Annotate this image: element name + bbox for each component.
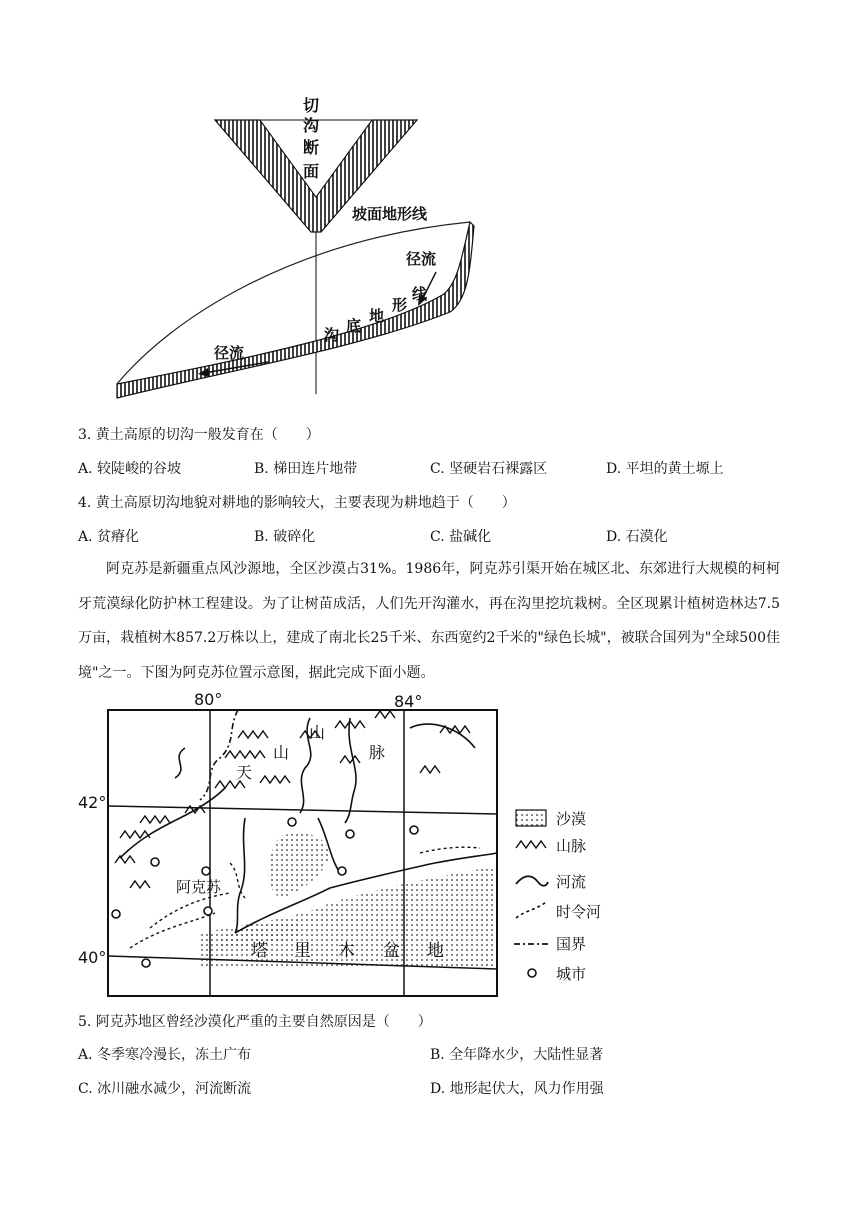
mountain-label-4: 脉 <box>369 743 386 762</box>
incision-label-3: 断 <box>303 138 320 157</box>
question-5-option-c: C. 冰川融水减少，河流断流 <box>78 1081 252 1097</box>
question-4-option-a: A. 贫瘠化 <box>78 529 140 545</box>
incision-label-4: 面 <box>303 162 320 181</box>
gully-bottom-band <box>117 222 474 398</box>
legend-desert-label: 沙漠 <box>556 810 587 828</box>
gully-bottom-label-1: 沟 <box>324 326 340 344</box>
question-4-option-b: B. 破碎化 <box>254 529 316 545</box>
question-5-option-d: D. 地形起伏大，风力作用强 <box>430 1081 604 1097</box>
legend-seasonal-river-label: 时令河 <box>556 903 602 921</box>
question-5-option-b: B. 全年降水少，大陆性显著 <box>430 1047 604 1063</box>
aksu-location-map <box>0 688 860 1008</box>
slope-surface-line <box>117 222 470 384</box>
lat-label-42: 42° <box>78 793 107 812</box>
map-legend <box>514 810 601 983</box>
gully-profile-figure <box>0 0 860 410</box>
legend-desert-swatch <box>516 810 546 826</box>
legend-border-label: 国界 <box>556 935 587 953</box>
legend-river-label: 河流 <box>556 873 587 891</box>
basin-label-1: 塔 <box>251 941 268 961</box>
mountain-label-1: 天 <box>236 763 253 782</box>
question-5-stem: 5. 阿克苏地区曾经沙漠化严重的主要自然原因是（ ） <box>78 1014 432 1030</box>
question-3-stem: 3. 黄土高原的切沟一般发育在（ ） <box>78 427 320 443</box>
legend-river-swatch <box>516 876 548 886</box>
basin-label-5: 地 <box>427 941 444 961</box>
legend-mountain-swatch <box>516 841 546 848</box>
question-4-option-c: C. 盐碱化 <box>430 529 492 545</box>
legend-seasonal-river-swatch <box>516 902 546 918</box>
legend-city-label: 城市 <box>556 965 587 983</box>
mountain-label-3: 山 <box>309 723 326 742</box>
legend-mountain-label: 山脉 <box>556 837 587 855</box>
gully-bottom-label-4: 形 <box>392 296 408 314</box>
slope-surface-label: 坡面地形线 <box>352 205 428 223</box>
lon-label-80: 80° <box>194 690 223 709</box>
lon-label-84: 84° <box>394 692 423 711</box>
question-5-option-a: A. 冬季寒冷漫长，冻土广布 <box>78 1047 252 1063</box>
gully-bottom-label-2: 底 <box>346 317 362 335</box>
gully-bottom-label-3: 地 <box>369 307 385 325</box>
question-4-option-d: D. 石漠化 <box>606 529 668 545</box>
question-3-option-a: A. 较陡峻的谷坡 <box>78 461 182 477</box>
question-3-option-c: C. 坚硬岩石裸露区 <box>430 461 548 477</box>
aksu-passage: 阿克苏是新疆重点风沙源地，全区沙漠占31%。1986年，阿克苏引渠开始在城区北、东郊进行大规模的柯柯牙荒漠绿化防护林工程建设。为了让树苗成活，人们先开沟灌水，再在沟里挖坑栽树。全区现累计植树造林达7.5万亩，栽植树木857.2万株以上，建成了南北长25千米、东西宽约2千米的"绿色长城"，被联合国列为"全球500佳境"之一。下图为阿克苏位置示意图，据此完成下面小题。 <box>78 561 780 681</box>
mountain-label-2: 山 <box>273 743 290 762</box>
incision-label-1: 切 <box>303 96 320 115</box>
runoff-label-bottom: 径流 <box>214 344 245 362</box>
lat-label-40: 40° <box>78 948 107 967</box>
basin-label-2: 里 <box>294 941 311 961</box>
aksu-city-label: 阿克苏 <box>176 878 222 896</box>
incision-label-2: 沟 <box>303 116 320 135</box>
question-3-option-d: D. 平坦的黄土塬上 <box>606 461 724 477</box>
basin-label-4: 盆 <box>383 941 400 961</box>
question-4-stem: 4. 黄土高原切沟地貌对耕地的影响较大，主要表现为耕地趋于（ ） <box>78 495 516 511</box>
legend-city-swatch <box>528 969 536 977</box>
basin-label-3: 木 <box>338 941 355 961</box>
runoff-label-top: 径流 <box>406 250 437 268</box>
gully-bottom-label-5: 线 <box>412 285 428 303</box>
question-3-option-b: B. 梯田连片地带 <box>254 461 358 477</box>
